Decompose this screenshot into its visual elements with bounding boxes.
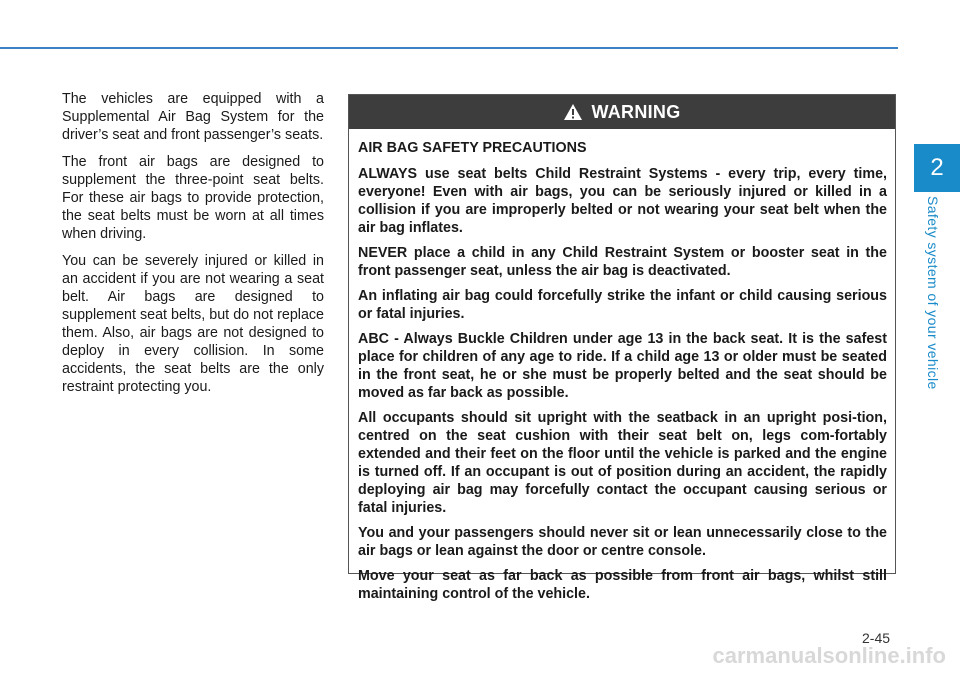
warning-triangle-icon (563, 103, 583, 121)
chapter-tab (914, 144, 960, 192)
intro-paragraph: The front air bags are designed to supplement the three-point seat belts. For these air bags to provide protection, the seat belts must be worn at all times when driving. (62, 154, 324, 242)
warning-box (348, 94, 896, 602)
warning-paragraph: You and your passengers should never sit or lean unnecessarily close to the air bags or lean against the door or centre console. (358, 525, 887, 559)
chapter-number: 2 (930, 154, 944, 181)
intro-paragraph: The vehicles are equipped with a Supplemental Air Bag System for the driver’s seat and front passenger’s seats. (62, 91, 324, 143)
warning-paragraph: All occupants should sit upright with the seatback in an upright posi-tion, centred on the seat cushion with their seat belt on, legs com-fortably extended and their feet on the floor until the vehicle is parked and the engine is turned off. If an occupant is out of position during an accident, the rapidly deploying air bag may forcefully contact the occupant causing serious or fatal injuries. (358, 410, 887, 516)
warning-paragraph: NEVER place a child in any Child Restraint System or booster seat in the front passenger seat, unless the air bag is deactivated. (358, 245, 887, 279)
page-number: 2-45 (862, 630, 891, 646)
warning-paragraph: ALWAYS use seat belts Child Restraint Systems - every trip, every time, everyone! Even with air bags, you can be seriously injured or killed in a collision if you are improperly belted or not wearing your seat belt when the air bag inflates. (358, 166, 887, 236)
warning-paragraph: ABC - Always Buckle Children under age 13 in the back seat. It is the safest place for children of any age to ride. If a child age 13 or older must be seated in the front seat, he or she must be properly belted and the seat should be moved as far back as possible. (358, 331, 887, 401)
intro-paragraph: You can be severely injured or killed in an accident if you are not wearing a seat belt. Air bags are designed to supplement seat belts, but do not replace them. Also, air bags are not designed to deploy in every collision. In some accidents, the seat belts are the only restraint protecting you. (62, 253, 324, 395)
warning-title: WARNING (591, 101, 681, 122)
watermark: carmanualsonline.info (712, 643, 946, 668)
warning-body (349, 129, 895, 603)
warning-header (349, 95, 895, 129)
header-rule (0, 47, 898, 49)
warning-paragraph: An inflating air bag could forcefully strike the infant or child causing serious or fatal injuries. (358, 288, 887, 322)
intro-text (62, 90, 324, 405)
warning-heading: AIR BAG SAFETY PRECAUTIONS (358, 140, 587, 156)
chapter-title: Safety system of your vehicle (925, 196, 941, 390)
warning-paragraph: Move your seat as far back as possible from front air bags, whilst still maintaining control of the vehicle. (358, 568, 887, 602)
